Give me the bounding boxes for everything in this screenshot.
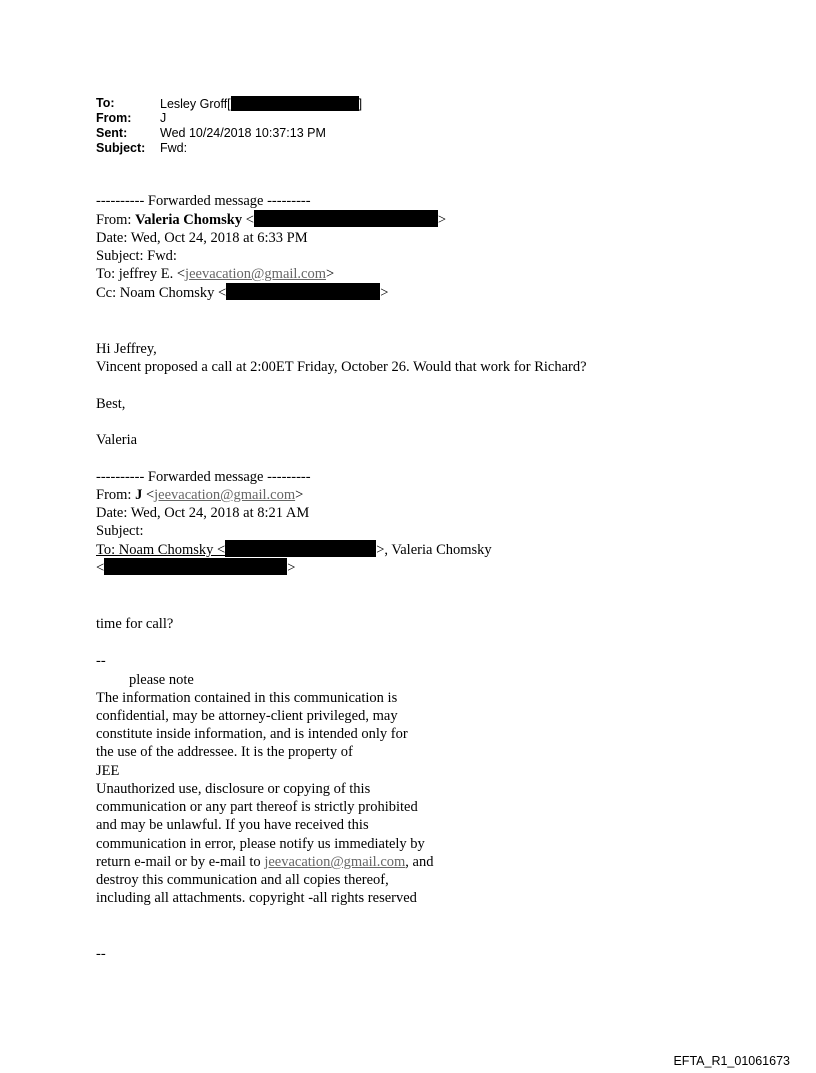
forward-cc: Cc: Noam Chomsky < > xyxy=(96,285,389,301)
disclaimer-line: The information contained in this communication is xyxy=(96,690,398,706)
forward-date: Date: Wed, Oct 24, 2018 at 6:33 PM xyxy=(96,230,308,246)
document-id: EFTA_R1_01061673 xyxy=(673,1054,790,1068)
redaction-bar xyxy=(231,96,359,111)
disclaimer-line: communication or any part thereof is strictly prohibited xyxy=(96,799,418,815)
message-text: Vincent proposed a call at 2:00ET Friday, October 26. Would that work for Richard? xyxy=(96,359,587,375)
forward-date: Date: Wed, Oct 24, 2018 at 8:21 AM xyxy=(96,505,310,521)
redaction-bar xyxy=(254,210,438,227)
disclaimer-line: Unauthorized use, disclosure or copying of this xyxy=(96,781,371,797)
email-link[interactable]: jeevacation@gmail.com xyxy=(185,266,327,282)
signature-separator: -- xyxy=(96,653,106,669)
sender-name: J xyxy=(135,487,143,503)
disclaimer-line: communication in error, please notify us immediately by xyxy=(96,836,425,852)
subject-label: Subject: xyxy=(96,141,146,155)
from-value: J xyxy=(160,111,167,125)
email-link[interactable]: jeevacation@gmail.com xyxy=(264,854,406,870)
sent-label: Sent: xyxy=(96,126,128,140)
to-close: ] xyxy=(358,97,363,111)
forward-divider: ---------- Forwarded message --------- xyxy=(96,193,311,209)
forward-from: From: J <jeevacation@gmail.com> xyxy=(96,487,304,503)
disclaimer-line: destroy this communication and all copies thereof, xyxy=(96,872,389,888)
forward-subject: Subject: Fwd: xyxy=(96,248,177,264)
forward-subject: Subject: xyxy=(96,523,144,539)
from-label: From: xyxy=(96,111,132,125)
to-value: Lesley Groff[ xyxy=(160,97,231,111)
disclaimer-line: confidential, may be attorney-client privileged, may xyxy=(96,708,398,724)
forward-to-continued: < > xyxy=(96,560,296,576)
sender-name: Valeria Chomsky xyxy=(135,212,243,228)
end-separator: -- xyxy=(96,946,106,962)
greeting: Hi Jeffrey, xyxy=(96,341,157,357)
disclaimer-line: constitute inside information, and is intended only for xyxy=(96,726,408,742)
message-2-text: time for call? xyxy=(96,616,174,632)
email-link[interactable]: jeevacation@gmail.com xyxy=(154,487,296,503)
sent-value: Wed 10/24/2018 10:37:13 PM xyxy=(160,126,326,140)
closing: Best, xyxy=(96,396,126,412)
redaction-bar xyxy=(226,283,380,300)
to-label: To: xyxy=(96,96,115,110)
subject-value: Fwd: xyxy=(160,141,188,155)
disclaimer-line: and may be unlawful. If you have received this xyxy=(96,817,369,833)
disclaimer-line: including all attachments. copyright -all rights reserved xyxy=(96,890,417,906)
disclaimer-line: the use of the addressee. It is the property of xyxy=(96,744,353,760)
forward-from: From: Valeria Chomsky < > xyxy=(96,212,447,228)
redaction-bar xyxy=(225,540,376,557)
forward-to: To: jeffrey E. <jeevacation@gmail.com> xyxy=(96,266,335,282)
forward-to: To: Noam Chomsky < >, Valeria Chomsky xyxy=(96,542,492,558)
disclaimer-note: please note xyxy=(129,672,194,688)
signature: Valeria xyxy=(96,432,138,448)
disclaimer-line: JEE xyxy=(96,763,120,779)
disclaimer-return-line: return e-mail or by e-mail to jeevacation@gmail.com, and xyxy=(96,854,434,870)
forward-divider: ---------- Forwarded message --------- xyxy=(96,469,311,485)
redaction-bar xyxy=(104,558,287,575)
